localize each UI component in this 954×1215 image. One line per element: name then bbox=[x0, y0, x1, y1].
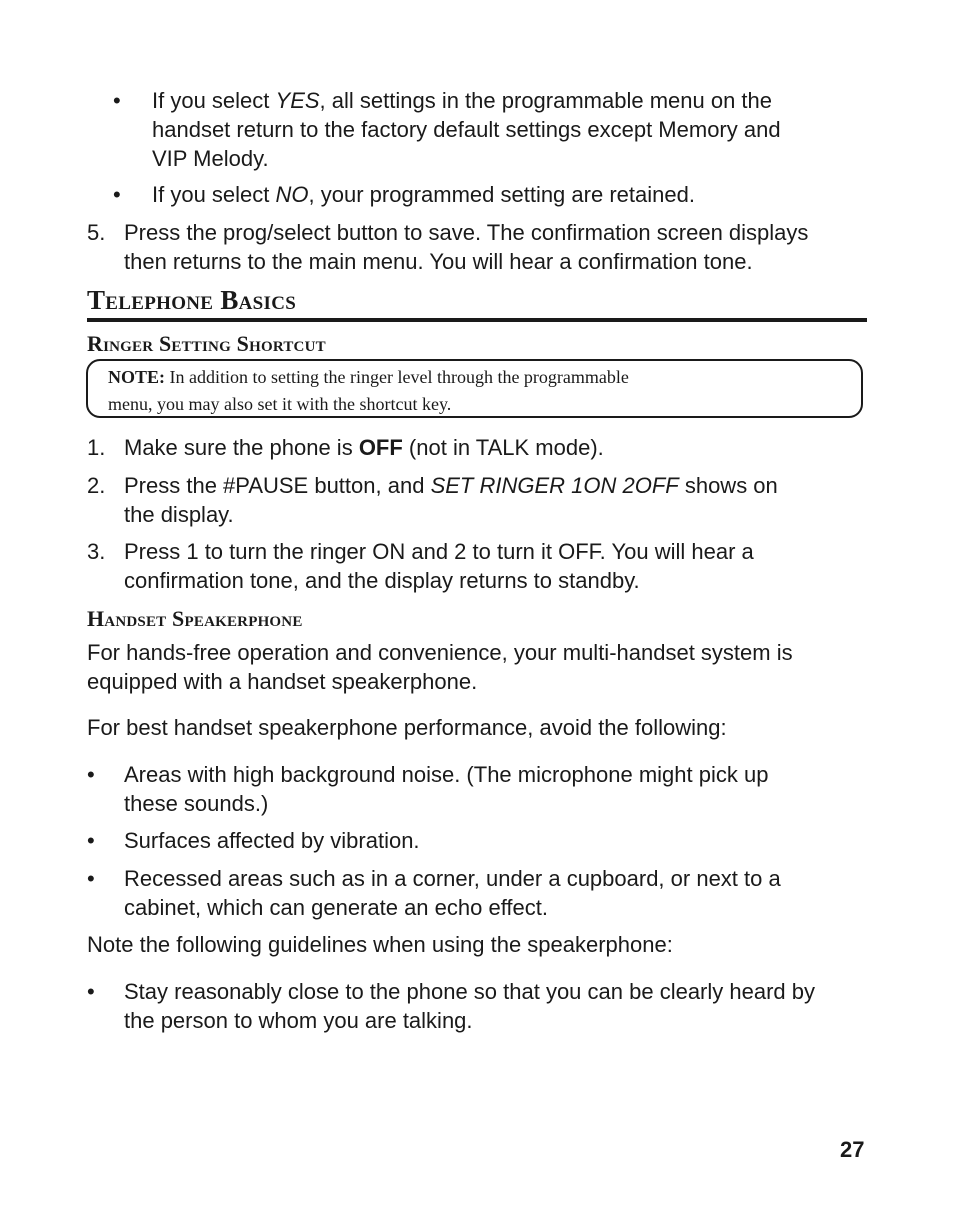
step-number: 2. bbox=[87, 473, 106, 498]
option-yes: YES bbox=[275, 88, 320, 113]
list-item bbox=[113, 180, 873, 210]
paragraph-line: equipped with a handset speakerphone. bbox=[87, 669, 478, 694]
list-item bbox=[87, 537, 877, 597]
bullet-text: VIP Melody. bbox=[152, 146, 269, 171]
bullet-text: Areas with high background noise. (The microphone might pick up bbox=[124, 762, 769, 787]
paragraph: Note the following guidelines when using the speakerphone: bbox=[87, 932, 673, 957]
bullet-mark: • bbox=[87, 828, 95, 853]
list-item bbox=[87, 218, 877, 278]
bullet-text: If you select bbox=[152, 88, 276, 113]
list-item bbox=[87, 471, 877, 531]
step-number: 1. bbox=[87, 435, 106, 460]
bullet-mark: • bbox=[87, 762, 95, 787]
bullet-text: Stay reasonably close to the phone so that you can be clearly heard by bbox=[124, 979, 815, 1004]
step-text: Press the prog/select button to save. The confirmation screen displays bbox=[124, 220, 809, 245]
section-rule bbox=[87, 318, 867, 322]
bullet-mark: • bbox=[113, 182, 121, 207]
step-number: 5. bbox=[87, 220, 106, 245]
paragraph: For best handset speakerphone performance, avoid the following: bbox=[87, 715, 727, 740]
page-number: 27 bbox=[840, 1137, 865, 1162]
display-message: SET RINGER 1ON 2OFF bbox=[430, 473, 679, 498]
bullet-text: cabinet, which can generate an echo effect. bbox=[124, 895, 548, 920]
bullet-text: If you select bbox=[152, 182, 276, 207]
bullet-text: handset return to the factory default settings except Memory and bbox=[152, 117, 781, 142]
step-text: confirmation tone, and the display returns to standby. bbox=[124, 568, 640, 593]
off-label: OFF bbox=[358, 435, 403, 460]
note-line: menu, you may also set it with the shortcut key. bbox=[108, 394, 452, 414]
step-number: 3. bbox=[87, 539, 106, 564]
step-text: shows on bbox=[678, 473, 778, 498]
list-item bbox=[87, 760, 877, 820]
step-text: the display. bbox=[124, 502, 234, 527]
bullet-text: Surfaces affected by vibration. bbox=[124, 828, 420, 853]
bullet-text: , all settings in the programmable menu on the bbox=[319, 88, 773, 113]
note-label: NOTE: bbox=[108, 367, 166, 387]
paragraph bbox=[87, 638, 867, 696]
bullet-text: Recessed areas such as in a corner, under a cupboard, or next to a bbox=[124, 866, 781, 891]
step-text: Press 1 to turn the ringer ON and 2 to turn it OFF. You will hear a bbox=[124, 539, 754, 564]
subsection-heading: Handset Speakerphone bbox=[87, 606, 303, 631]
list-item bbox=[87, 977, 877, 1037]
section-title: Telephone Basics bbox=[87, 285, 297, 315]
note-text bbox=[108, 364, 848, 418]
bullet-mark: • bbox=[87, 866, 95, 891]
list-item bbox=[87, 864, 877, 924]
step-text: Press the #PAUSE button, and bbox=[124, 473, 431, 498]
step-text: then returns to the main menu. You will hear a confirmation tone. bbox=[124, 249, 753, 274]
paragraph-line: For hands-free operation and convenience, your multi-handset system is bbox=[87, 640, 793, 665]
option-no: NO bbox=[275, 182, 309, 207]
step-text: (not in TALK mode). bbox=[402, 435, 604, 460]
bullet-text: , your programmed setting are retained. bbox=[308, 182, 695, 207]
bullet-mark: • bbox=[113, 88, 121, 113]
bullet-text: these sounds.) bbox=[124, 791, 269, 816]
bullet-text: the person to whom you are talking. bbox=[124, 1008, 473, 1033]
step-text: Make sure the phone is bbox=[124, 435, 359, 460]
list-item bbox=[113, 86, 873, 176]
subsection-heading: Ringer Setting Shortcut bbox=[87, 331, 326, 356]
list-item bbox=[87, 433, 877, 463]
note-line: In addition to setting the ringer level through the programmable bbox=[165, 367, 629, 387]
bullet-mark: • bbox=[87, 979, 95, 1004]
list-item bbox=[87, 826, 877, 856]
